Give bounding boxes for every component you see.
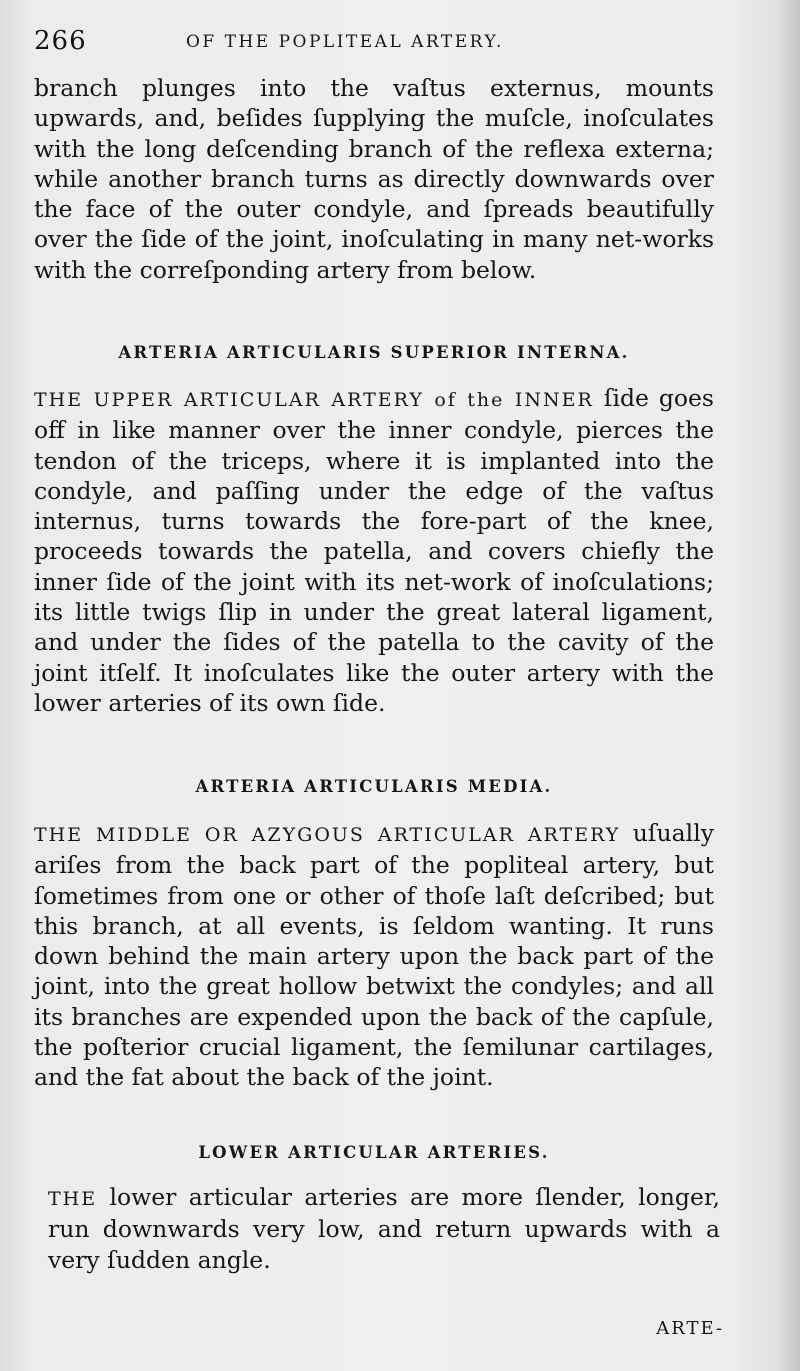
paragraph-lead-caps: THE MIDDLE OR AZYGOUS ARTICULAR ARTERY [34,824,621,846]
intro-paragraph: branch plunges into the vaſtus externus, mounts upwards, and, beſides ſupplying the muſcle, inoſculates with the long deſcending branch of the reflexa externa; while another branch turns as directly downwards over the face of the outer condyle, and ſpreads beautifully over the ſide of the joint, inoſculating in many net-works with the correſponding artery from below. [34,74,714,284]
section-heading-superior-interna: ARTERIA ARTICULARIS SUPERIOR INTERNA. [118,343,630,362]
catchword: ARTE- [656,1318,724,1339]
page-header [34,26,714,66]
section-heading-media: ARTERIA ARTICULARIS MEDIA. [195,777,553,796]
paragraph-body: ſide goes off in like manner over the inner condyle, pierces the tendon of the triceps, where it is implanted into the condyle, and paſſing under the edge of the vaſtus internus, turns towards the fore-part of the knee, proceeds towards the patella, and covers chiefly the inner ſide of the joint with its net-work of inoſculations; its little twigs ſlip in under the great lateral ligament, and under the ſides of the patella to the cavity of the joint itſelf. It inoſculates like the outer artery with the lower arteries of its own ſide. [34,384,714,717]
running-head: OF THE POPLITEAL ARTERY. [186,32,504,52]
paragraph-lead-caps: THE UPPER ARTICULAR ARTERY of the INNER [34,389,594,411]
page-gutter-shadow [778,0,800,1371]
section-paragraph-lower-arteries [48,1182,720,1275]
page-number: 266 [34,26,87,56]
paragraph-lead-caps: THE [48,1188,98,1210]
section-paragraph-superior-interna [34,383,714,718]
section-heading-lower-arteries: LOWER ARTICULAR ARTERIES. [198,1143,550,1162]
paragraph-body: uſually ariſes from the back part of the popliteal artery, but ſometimes from one or other of thoſe laſt deſcribed; but this branch, at all events, is ſeldom wanting. It runs down behind the main artery upon the back part of the joint, into the great hollow betwixt the condyles; and all its branches are expended upon the back of the capſule, the poſterior crucial ligament, the ſemilunar cartilages, and the fat about the back of the joint. [34,819,714,1092]
paragraph-body: lower articular arteries are more ſlender, longer, run downwards very low, and return upwards with a very ſudden angle. [48,1183,720,1274]
section-paragraph-media [34,818,714,1093]
